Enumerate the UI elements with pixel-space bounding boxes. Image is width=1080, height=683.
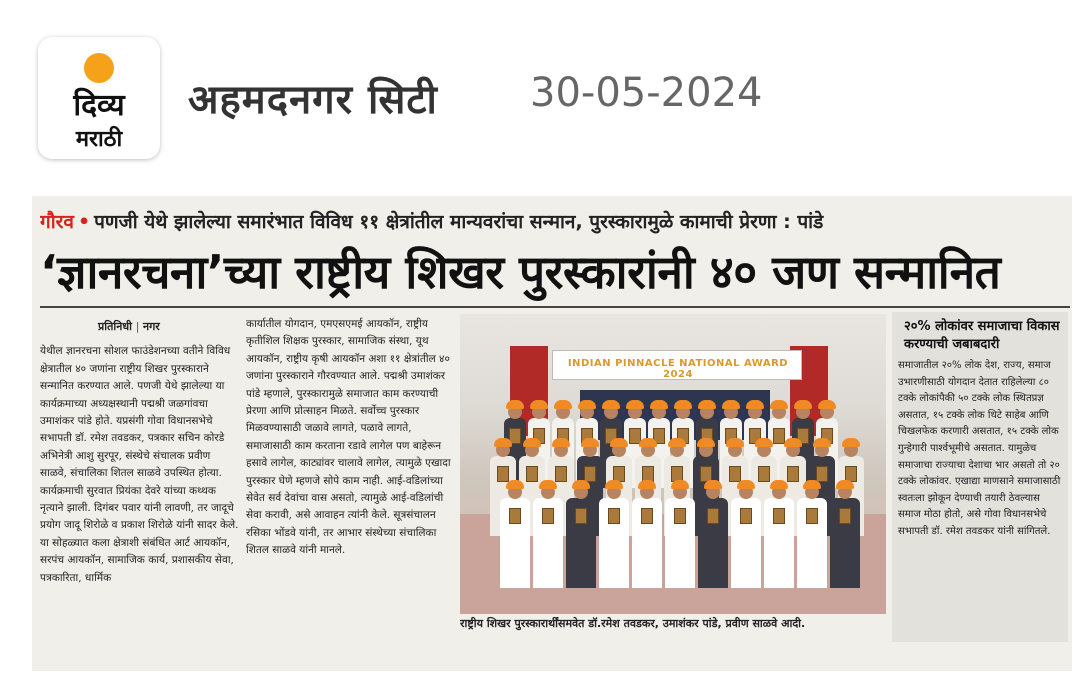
turban-icon (554, 400, 572, 409)
turban-icon (539, 480, 557, 489)
award-ceremony-photo[interactable] (460, 314, 886, 614)
award-plaque (729, 466, 741, 482)
award-plaque (542, 508, 554, 524)
turban-icon (610, 438, 628, 447)
turban-icon (770, 400, 788, 409)
bullet-icon: • (77, 211, 91, 233)
award-plaque (674, 508, 686, 524)
award-plaque (555, 466, 567, 482)
logo-text-line1: दिव्य (73, 88, 125, 123)
edition-city: अहमदनगर सिटी (188, 77, 438, 123)
turban-icon (746, 400, 764, 409)
turban-icon (605, 480, 623, 489)
award-plaque (806, 508, 818, 524)
award-plaque (758, 466, 770, 482)
turban-icon (803, 480, 821, 489)
turban-icon (523, 438, 541, 447)
turban-icon (842, 438, 860, 447)
award-plaque (641, 508, 653, 524)
divya-marathi-logo[interactable] (38, 37, 160, 159)
turban-icon (552, 438, 570, 447)
byline-author: प्रतिनिधी (98, 320, 132, 333)
turban-icon (668, 438, 686, 447)
photo-caption: राष्ट्रीय शिखर पुरस्कारार्थींसमवेत डॉ.रमेश तवडकर, उमाशंकर पांडे, प्रवीण साळवे आदी. (460, 617, 806, 630)
turban-icon (784, 438, 802, 447)
turban-icon (794, 400, 812, 409)
turban-icon (698, 400, 716, 409)
article-kicker (40, 208, 1070, 234)
turban-icon (602, 400, 620, 409)
award-plaque (740, 508, 752, 524)
award-plaque (773, 428, 785, 444)
award-plaque (773, 508, 785, 524)
turban-icon (770, 480, 788, 489)
award-plaque (707, 508, 719, 524)
award-plaque (839, 508, 851, 524)
sun-icon (84, 53, 114, 83)
turban-icon (650, 400, 668, 409)
sidebar-box (892, 312, 1068, 642)
article-column-1 (40, 318, 240, 668)
award-plaque (497, 466, 509, 482)
byline-separator: | (135, 320, 143, 333)
turban-icon (581, 438, 599, 447)
byline-place: नगर (143, 320, 160, 333)
award-plaque (787, 466, 799, 482)
turban-icon (674, 400, 692, 409)
turban-icon (506, 400, 524, 409)
turban-icon (530, 400, 548, 409)
turban-icon (506, 480, 524, 489)
turban-icon (572, 480, 590, 489)
award-plaque (509, 508, 521, 524)
turban-icon (626, 400, 644, 409)
article-byline (40, 318, 240, 335)
award-plaque (816, 466, 828, 482)
headline-divider (40, 306, 1070, 308)
news-clipping (32, 196, 1072, 671)
turban-icon (737, 480, 755, 489)
logo-text-line2: मराठी (75, 127, 123, 152)
turban-icon (638, 480, 656, 489)
award-plaque (608, 508, 620, 524)
column-2-text: कार्यातील योगदान, एमएसएमई आयकॉन, राष्ट्रीय कृतीशिल शिक्षक पुरस्कार, सामाजिक संस्था, यूथ आयकॉन, राष्ट्रीय कृषी आयकॉन अशा ११ क्षेत्रांतील ४० जणांना पुरस्काराने गौरवण्यात आले. पद्मश्री उमाशंकर पांडे म्हणाले, पुरस्कारामुळे समाजात काम करण्याची प्रेरणा आणि प्रोत्साहन मिळते. सर्वोच्च पुरस्कार मिळवण्यासाठी जळावे लागते, पळावे लागते, समाजासाठी काम करताना रडावे लागेल पण बाहेरून हसावे लागेल, काट्यांवर चालावे लागेल, त्यामुळे एखादा पुरस्कार घेणे म्हणजे सोपे काम नाही. आई-वडिलांच्या सेवेत सर्व देवांचा वास असतो, त्यामुळे आई-वडिलांची सेवा करावी, असे आवाहन त्यांनी केले. सूत्रसंचालन रसिका भोंडवे यांनी, तर आभार संस्थेच्या संचालिका शितल साळवे यांनी मानले. (246, 318, 451, 557)
sidebar-body: समाजातील २०% लोक देश, राज्य, समाज उभारणीसाठी योगदान देतात राहिलेल्या ८० टक्के लोकांपैकी ५० टक्के लोक स्थितप्रज्ञ असतात, १५ टक्के लोक थिटे साहेब आणि चिखलफेक करणारी असतात, १५ टक्के लोक गुन्हेगारी पार्श्वभूमीचे असतात. यामुळेच समाजाचा राज्याचा देशाचा भार असतो तो २० टक्के लोकांवर. एखाद्या माणसाने समाजासाठी स्वतःला झोकून देण्याची तयारी ठेवल्यास समाज मोठा होतो, असे गोवा विधानसभेचे सभापती डॉ. रमेश तवडकर यांनी सांगितले. (898, 360, 1061, 537)
award-plaque (575, 508, 587, 524)
kicker-tag: गौरव (40, 211, 74, 233)
kicker-text: पणजी येथे झालेल्या समारंभात विविध ११ क्षेत्रांतील मान्यवरांचा सन्मान, पुरस्कारामुळे कामाची प्रेरणा : पांडे (94, 211, 824, 233)
app-header (0, 0, 1080, 185)
award-banner-text: INDIAN PINNACLE NATIONAL AWARD 2024 (567, 358, 789, 380)
column-1-text: येथील ज्ञानरचना सोशल फाउंडेशनच्या वतीने विविध क्षेत्रातील ४० जणांना राष्ट्रीय शिखर पुरस्काराने सन्मानित करण्यात आले. पणजी येथे झालेल्या या कार्यक्रमाच्या अध्यक्षस्थानी पद्मश्री जळगांवचा उमाशंकर पांडे होते. यप्रसंगी गोवा विधानसभेचे सभापती डॉ. रमेश तवडकर, पत्रकार सचिन कोरडे अभिनेत्री आशु सुरपूर, संस्थेचे संचालक प्रवीण साळवे, संचालिका शितल साळवे उपस्थित होत्या. कार्यक्रमाची सुरवात प्रियंका देवरे यांच्या कथ्थक नृत्याने झाली. दिगंबर पवार यांनी लावणी, तर जादूचे प्रयोग जादू शिरोळे व प्रकाश शिरोळे यांनी सादर केले. या सोहळ्यात कला क्षेत्राशी संबंधित आर्ट आयकॉन, सरपंच आयकॉन, सामाजिक कार्य, प्रशासकीय सेवा, पत्रकारिता, धार्मिक (40, 345, 239, 584)
turban-icon (704, 480, 722, 489)
award-banner (552, 350, 802, 380)
turban-icon (726, 438, 744, 447)
turban-icon (813, 438, 831, 447)
award-plaque (584, 466, 596, 482)
award-plaque (526, 466, 538, 482)
turban-icon (755, 438, 773, 447)
turban-icon (818, 400, 836, 409)
turban-icon (578, 400, 596, 409)
turban-icon (836, 480, 854, 489)
article-column-2 (246, 316, 456, 666)
article-headline: ‘ज्ञानरचना’च्या राष्ट्रीय शिखर पुरस्कारांनी ४० जण सन्मानित (40, 245, 1001, 299)
edition-date: 30-05-2024 (530, 70, 763, 116)
turban-icon (671, 480, 689, 489)
turban-icon (697, 438, 715, 447)
sidebar-title: २०% लोकांवर समाजाचा विकास करण्याची जबाबदारी (904, 319, 1060, 352)
turban-icon (639, 438, 657, 447)
turban-icon (494, 438, 512, 447)
turban-icon (722, 400, 740, 409)
